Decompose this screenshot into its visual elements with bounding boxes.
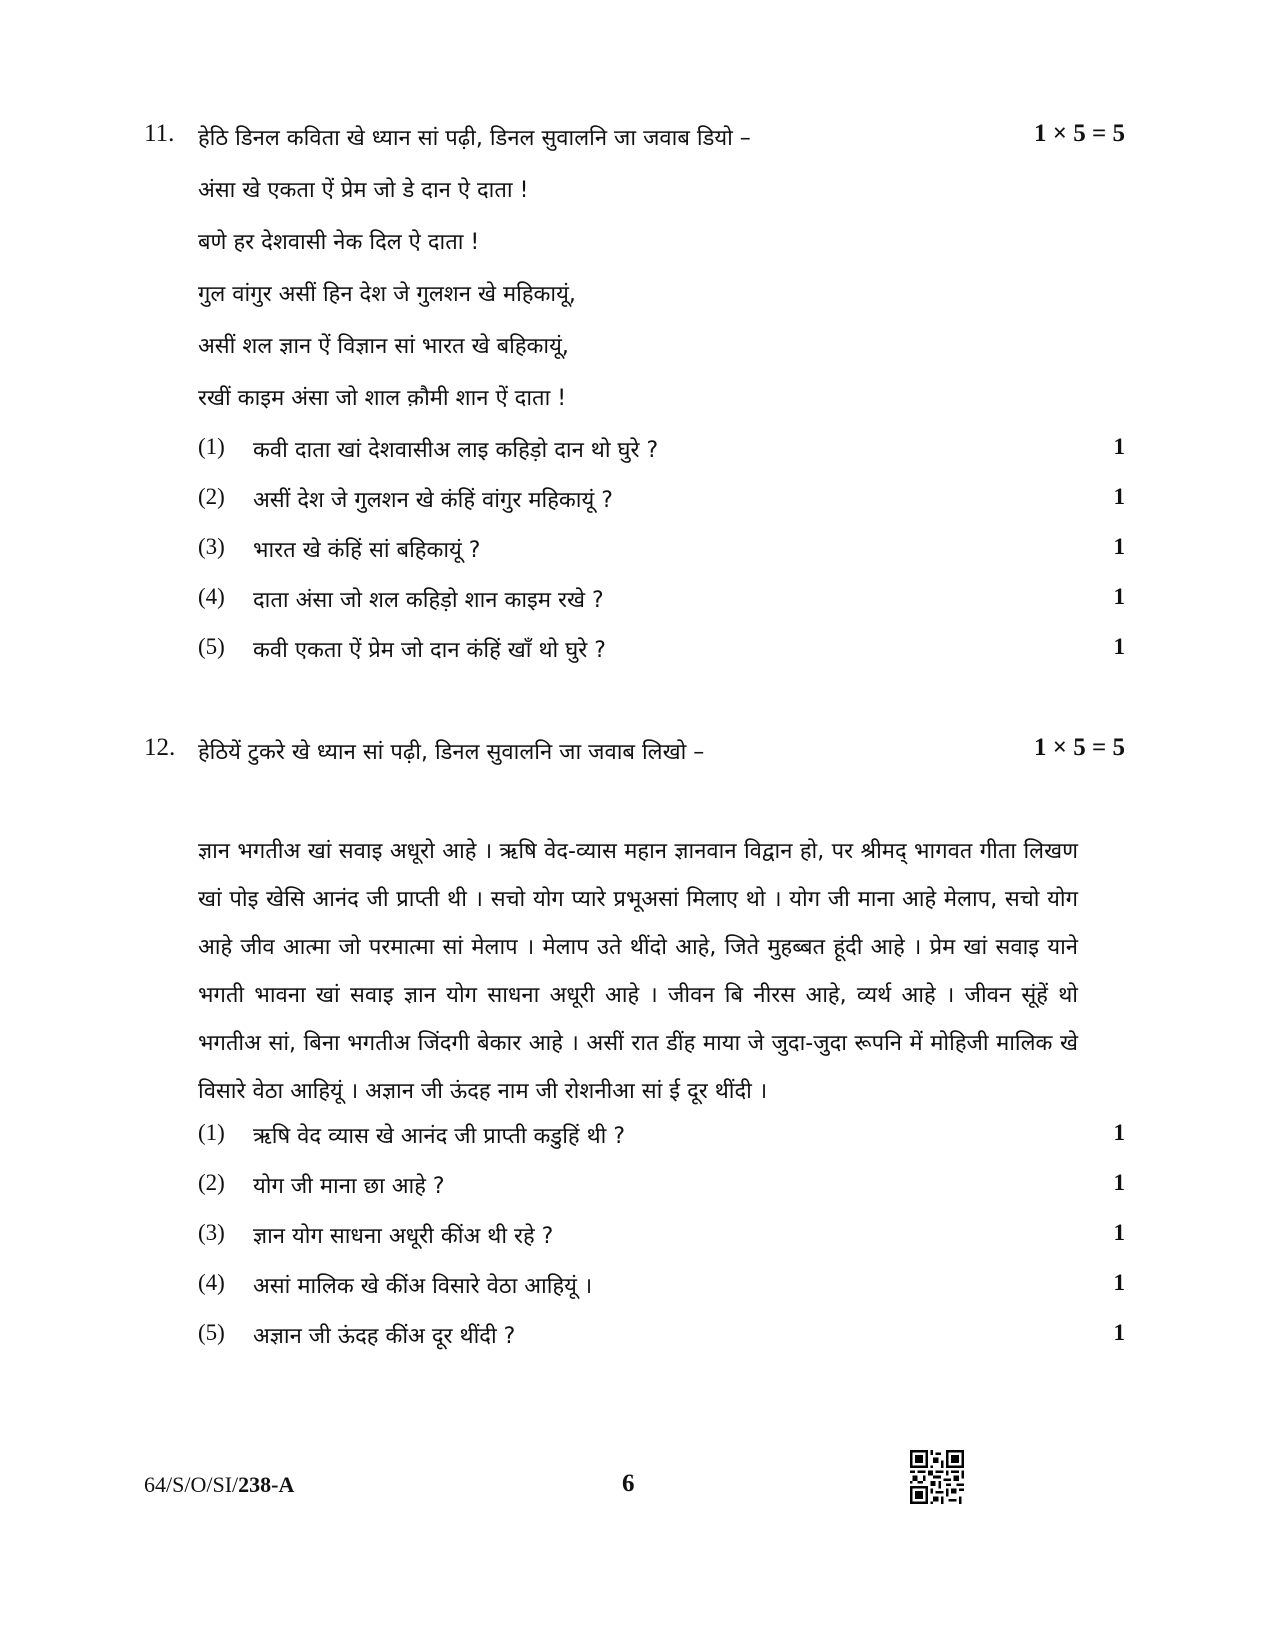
subquestion xyxy=(0,1120,1275,1160)
subquestion-mark: 1 xyxy=(1113,534,1125,559)
subquestion-text: ऋषि वेद व्यास खे आनंद जी प्राप्ती कडुहिं थी ? xyxy=(253,1124,625,1149)
subquestion-number: (1) xyxy=(198,1120,225,1145)
poem-line: अंसा खे एकता ऐं प्रेम जो डे दान ऐ दाता ! xyxy=(198,178,529,203)
subquestion-number: (3) xyxy=(198,1220,225,1245)
subquestion-number: (2) xyxy=(198,484,225,509)
subquestion xyxy=(0,434,1275,474)
subquestion-mark: 1 xyxy=(1113,1220,1125,1245)
subquestion-mark: 1 xyxy=(1113,434,1125,459)
subquestion-number: (2) xyxy=(198,1170,225,1195)
subquestion-mark: 1 xyxy=(1113,1170,1125,1195)
poem-line: बणे हर देशवासी नेक दिल ऐ दाता ! xyxy=(198,230,480,255)
paper-code-bold: 238-A xyxy=(238,1472,295,1497)
subquestion-mark: 1 xyxy=(1113,484,1125,509)
subquestion xyxy=(0,484,1275,524)
subquestion-text: दाता अंसा जो शल कहिड़ो शान काइम रखे ? xyxy=(253,588,604,613)
qr-code-icon xyxy=(910,1450,964,1504)
subquestion-number: (4) xyxy=(198,1270,225,1295)
page-number: 6 xyxy=(622,1470,635,1497)
subquestion-mark: 1 xyxy=(1113,1320,1125,1345)
subquestion-mark: 1 xyxy=(1113,1270,1125,1295)
poem-line: गुल वांगुर असीं हिन देश जे गुलशन खे महिकायूं, xyxy=(198,282,576,307)
subquestion-number: (1) xyxy=(198,434,225,459)
subquestion-text: अज्ञान जी ऊंदह कींअ दूर थींदी ? xyxy=(253,1324,516,1349)
subquestion-number: (4) xyxy=(198,584,225,609)
subquestion-text: भारत खे कंहिं सां बहिकायूं ? xyxy=(253,538,481,563)
subquestion-mark: 1 xyxy=(1113,1120,1125,1145)
subquestion xyxy=(0,534,1275,574)
question-marks: 1 × 5 = 5 xyxy=(1034,120,1125,147)
passage: ज्ञान भगतीअ खां सवाइ अधूरो आहे । ऋषि वेद-व्यास महान ज्ञानवान विद्वान हो, पर श्रीमद् भागवत गीता लिखण खां पोइ खेसि आनंद जी प्राप्ती थी । सचो योग प्यारे प्रभूअसां मिलाए थो । योग जी माना आहे मेलाप, सचो योग आहे जीव आत्मा जो परमात्मा सां मेलाप । मेलाप उते थींदो आहे, जिते मुहब्बत हूंदी आहे । प्रेम खां सवाइ याने भगती भावना खां सवाइ ज्ञान योग साधना अधूरी आहे । जीवन बि नीरस आहे, व्यर्थ आहे । जीवन सूंहें थो भगतीअ सां, बिना भगतीअ जिंदगी बेकार आहे । असीं रात डींह माया जे जुदा-जुदा रूपनि में मोहिजी मालिक खे विसारे वेठा आहियूं । अज्ञान जी ऊंदह नाम जी रोशनीआ सां ई दूर थींदी । xyxy=(198,839,1078,1104)
subquestion-text: असां मालिक खे कींअ विसारे वेठा आहियूं । xyxy=(253,1274,593,1299)
paper-code xyxy=(144,1472,294,1498)
subquestion xyxy=(0,584,1275,624)
question-marks: 1 × 5 = 5 xyxy=(1034,734,1125,761)
subquestion xyxy=(0,1170,1275,1210)
subquestion-number: (3) xyxy=(198,534,225,559)
subquestion-number: (5) xyxy=(198,1320,225,1345)
subquestion xyxy=(0,1220,1275,1260)
question-11-header xyxy=(0,120,1275,160)
subquestion-text: कवी एकता ऐं प्रेम जो दान कंहिं खाँ थो घुरे ? xyxy=(253,638,606,663)
subquestion-text: कवी दाता खां देशवासीअ लाइ कहिड़ो दान थो घुरे ? xyxy=(253,438,659,463)
subquestion-text: योग जी माना छा आहे ? xyxy=(253,1174,445,1199)
subquestion xyxy=(0,1270,1275,1310)
poem-line: रखीं काइम अंसा जो शाल क़ौमी शान ऐं दाता ! xyxy=(198,386,567,411)
question-instruction: हेठि डिनल कविता खे ध्यान सां पढ़ी, डिनल सुवालनि जा जवाब डियो – xyxy=(198,126,751,151)
subquestion xyxy=(0,634,1275,674)
question-instruction: हेठियें टुकरे खे ध्यान सां पढ़ी, डिनल सुवालनि जा जवाब लिखो – xyxy=(198,740,705,765)
subquestion-text: ज्ञान योग साधना अधूरी कींअ थी रहे ? xyxy=(253,1224,554,1249)
subquestion-number: (5) xyxy=(198,634,225,659)
poem-line: असीं शल ज्ञान ऐं विज्ञान सां भारत खे बहिकायूं, xyxy=(198,334,569,359)
subquestion-mark: 1 xyxy=(1113,584,1125,609)
question-12-header xyxy=(0,734,1275,774)
question-number: 11. xyxy=(144,120,175,147)
subquestion-mark: 1 xyxy=(1113,634,1125,659)
subquestion-text: असीं देश जे गुलशन खे कंहिं वांगुर महिकायूं ? xyxy=(253,488,613,513)
question-number: 12. xyxy=(144,734,176,761)
subquestion xyxy=(0,1320,1275,1360)
paper-code-prefix: 64/S/O/SI/ xyxy=(144,1472,239,1497)
